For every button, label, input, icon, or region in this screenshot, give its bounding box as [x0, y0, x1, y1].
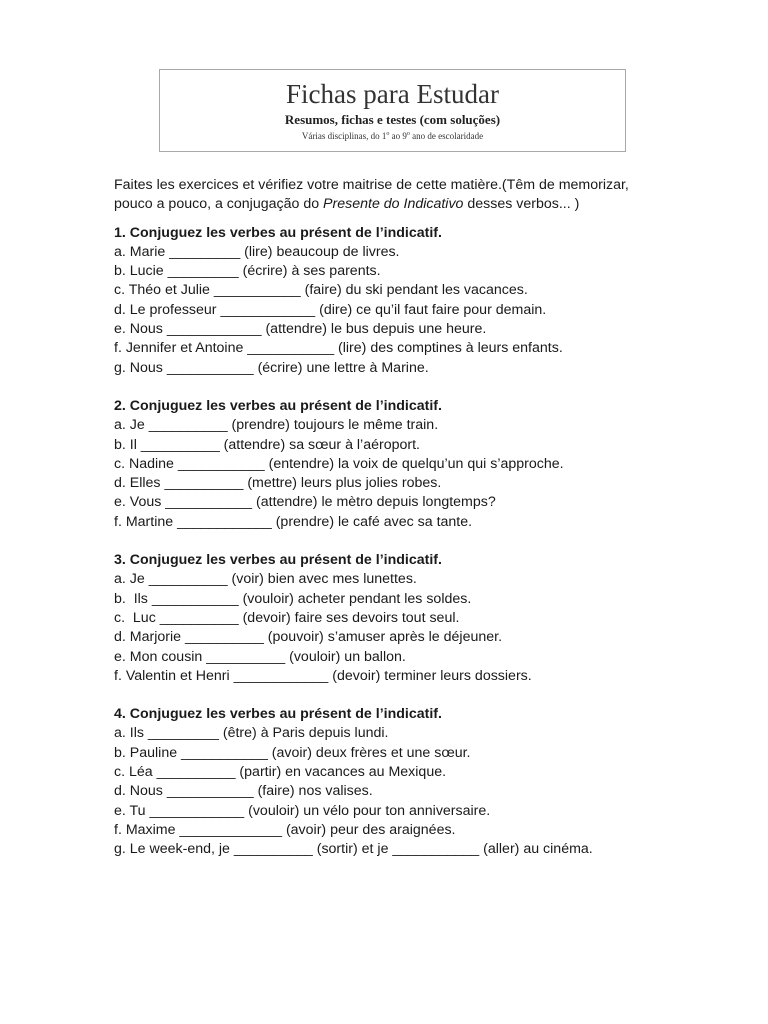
exercise-line: f. Jennifer et Antoine ___________ (lire) des comptines à leurs enfants. — [114, 340, 563, 357]
exercise-line: e. Nous ____________ (attendre) le bus depuis une heure. — [114, 321, 487, 338]
exercise-line: b. Pauline ___________ (avoir) deux frères et une sœur. — [114, 744, 471, 761]
exercise-line: c. Luc __________ (devoir) faire ses devoirs tout seul. — [114, 609, 460, 626]
exercise-title: 3. Conjuguez les verbes au présent de l’indicatif. — [114, 552, 442, 569]
exercise-line: f. Maxime _____________ (avoir) peur des araignées. — [114, 821, 456, 838]
exercise-line: c. Théo et Julie ___________ (faire) du ski pendant les vacances. — [114, 282, 528, 299]
exercise-3 — [114, 551, 654, 686]
exercise-line: e. Mon cousin __________ (vouloir) un ballon. — [114, 648, 406, 665]
exercise-line: e. Tu ____________ (vouloir) un vélo pour ton anniversaire. — [114, 802, 491, 819]
exercise-line: d. Elles __________ (mettre) leurs plus jolies robes. — [114, 475, 442, 492]
exercise-title: 1. Conjuguez les verbes au présent de l’indicatif. — [114, 224, 442, 241]
exercise-2 — [114, 397, 654, 532]
exercises-list — [114, 224, 654, 860]
exercise-line: c. Nadine ___________ (entendre) la voix de quelqu’un qui s’approche. — [114, 455, 564, 472]
header-box — [159, 69, 626, 152]
exercise-line: a. Marie _________ (lire) beaucoup de livres. — [114, 243, 400, 260]
intro-paragraph: Faites les exercices et vérifiez votre maitrise de cette matière.(Têm de memorizar, pouco a pouco, a conjugação do Presente do Indicativo desses verbos... ) — [114, 177, 629, 213]
exercise-1 — [114, 224, 654, 378]
worksheet-content — [114, 176, 654, 879]
exercise-line: d. Nous ___________ (faire) nos valises. — [114, 783, 373, 800]
exercise-line: b. Il __________ (attendre) sa sœur à l’aéroport. — [114, 436, 420, 453]
exercise-line: e. Vous ___________ (attendre) le mètro depuis longtemps? — [114, 494, 496, 511]
exercise-line: a. Ils _________ (être) à Paris depuis lundi. — [114, 725, 389, 742]
exercise-title: 2. Conjuguez les verbes au présent de l’indicatif. — [114, 397, 442, 414]
exercise-line: b. Ils ___________ (vouloir) acheter pendant les soldes. — [114, 590, 472, 607]
header-subtitle: Resumos, fichas e testes (com soluções) — [284, 112, 501, 127]
header-title: Fichas para Estudar — [286, 79, 499, 109]
exercise-line: g. Nous ___________ (écrire) une lettre à Marine. — [114, 359, 429, 376]
exercise-line: a. Je __________ (prendre) toujours le même train. — [114, 417, 439, 434]
exercise-line: f. Valentin et Henri ____________ (devoir) terminer leurs dossiers. — [114, 667, 532, 684]
exercise-line: f. Martine ____________ (prendre) le café avec sa tante. — [114, 513, 473, 530]
exercise-4 — [114, 705, 654, 859]
exercise-line: a. Je __________ (voir) bien avec mes lunettes. — [114, 571, 417, 588]
exercise-line: d. Le professeur ____________ (dire) ce qu’il faut faire pour demain. — [114, 301, 547, 318]
exercise-line: g. Le week-end, je __________ (sortir) et je ___________ (aller) au cinéma. — [114, 841, 593, 858]
exercise-title: 4. Conjuguez les verbes au présent de l’indicatif. — [114, 706, 442, 723]
exercise-line: b. Lucie _________ (écrire) à ses parents. — [114, 263, 381, 280]
exercise-line: d. Marjorie __________ (pouvoir) s’amuser après le déjeuner. — [114, 629, 503, 646]
header-tagline: Várias disciplinas, do 1$^o$ ao 9$^o$ ano de escolaridade — [301, 131, 484, 141]
exercise-line: c. Léa __________ (partir) en vacances au Mexique. — [114, 764, 447, 781]
